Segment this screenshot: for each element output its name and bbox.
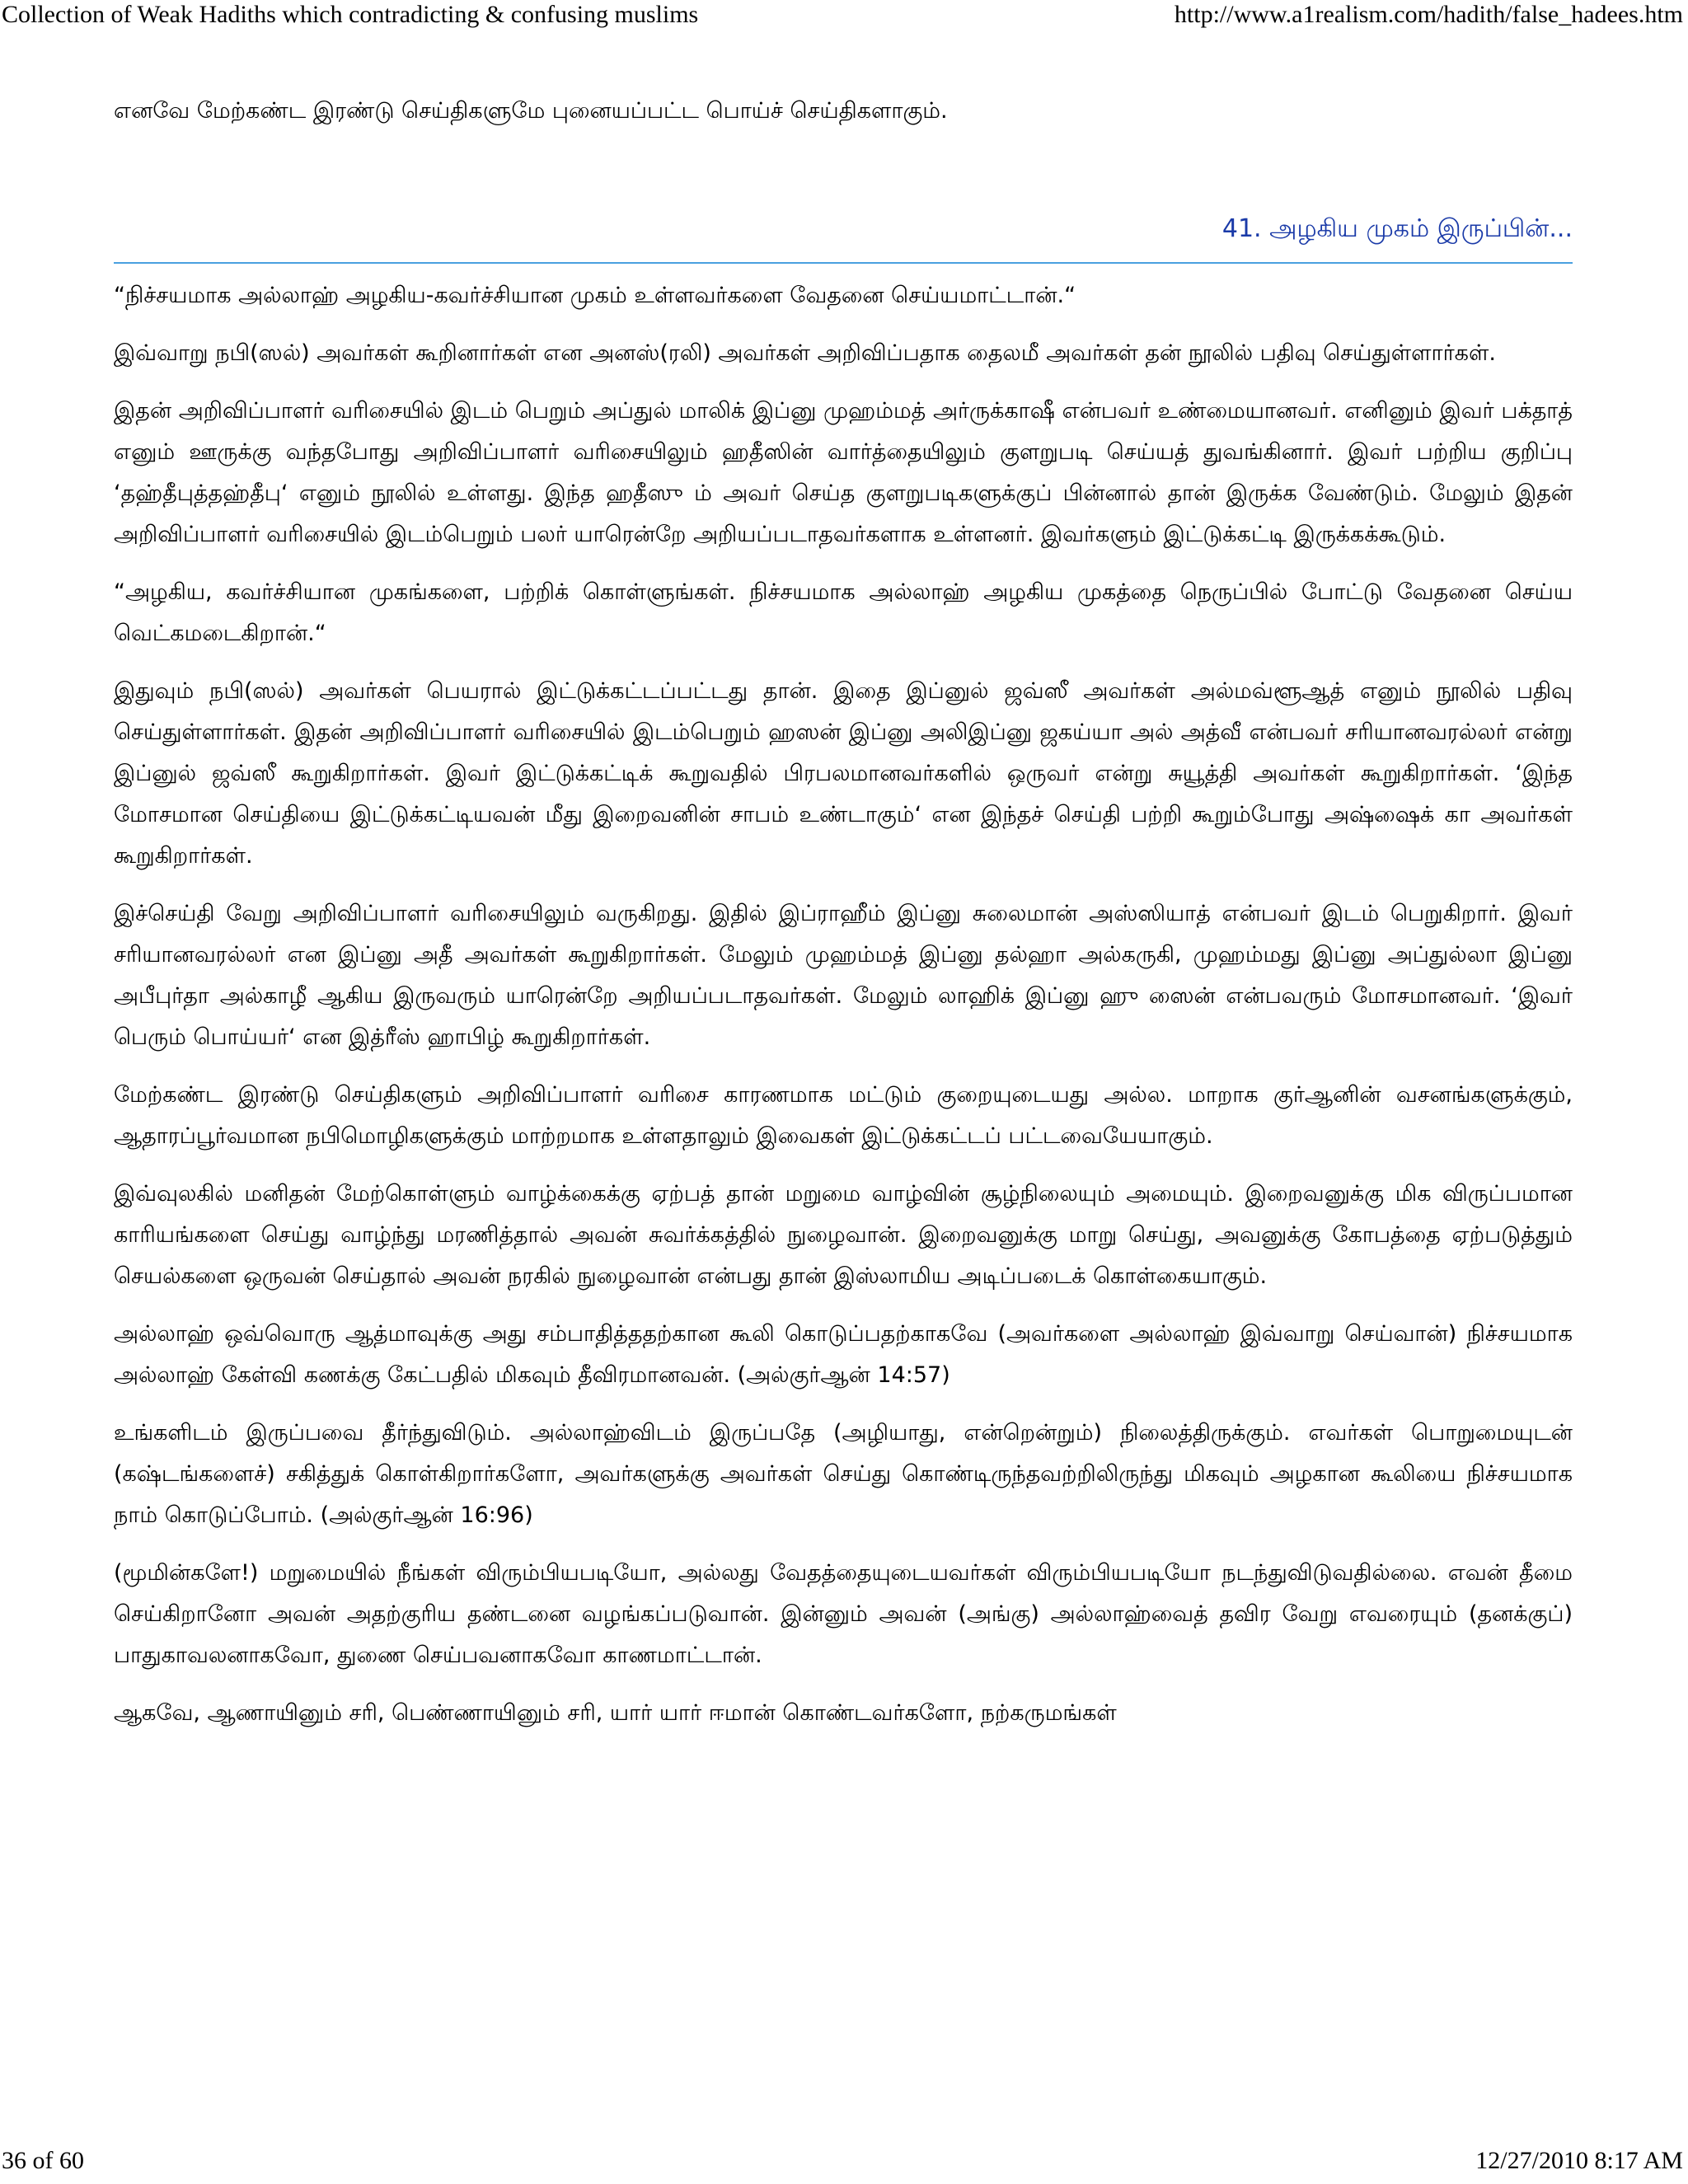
page-title: Collection of Weak Hadiths which contradicting & confusing muslims [2, 1, 699, 28]
intro-paragraph: எனவே மேற்கண்ட இரண்டு செய்திகளுமே புனையப்பட்ட பொய்ச் செய்திகளாகும். [114, 98, 948, 124]
paragraph: இவ்வாறு நபி(ஸல்) அவர்கள் கூறினார்கள் என அனஸ்(ரலி) அவர்கள் அறிவிப்பதாக தைலமீ அவர்கள் தன் நூலில் பதிவு செய்துள்ளார்கள். [114, 340, 1496, 366]
page-number: 36 of 60 [2, 2147, 84, 2174]
paragraph: இச்செய்தி வேறு அறிவிப்பாளர் வரிசையிலும் வருகிறது. இதில் இப்ராஹீம் இப்னு சுலைமான் அஸ்ஸியாத் என்பவர் இடம் பெறுகிறார். இவர் சரியானவரல்லர் என இப்னு அதீ அவர்கள் கூறுகிறார்கள். மேலும் முஹம்மத் இப்னு தல்ஹா அல்கருகி, முஹம்மது இப்னு அப்துல்லா இப்னு அபீபுர்தா அல்காழீ ஆகிய இருவரும் யாரென்றே அறியப்படாதவர்கள். மேலும் லாஹிக் இப்னு ஹு ஸைன் என்பவரும் மோசமானவர். ‘இவர் பெரும் பொய்யர்‘ என இத்ரீஸ் ஹாபிழ் கூறுகிறார்கள். [114, 901, 1573, 1050]
hadith-quote: “நிச்சயமாக அல்லாஹ் அழகிய-கவர்ச்சியான முகம் உள்ளவர்களை வேதனை செய்யமாட்டான்.“ [114, 283, 1076, 308]
print-header [0, 0, 1688, 33]
hadith-quote: “அழகிய, கவர்ச்சியான முகங்களை, பற்றிக் கொள்ளுங்கள். நிச்சயமாக அல்லாஹ் அழகிய முகத்தை நெருப்பில் போட்டு வேதனை செய்ய வெட்கமடைகிறான்.“ [114, 579, 1573, 646]
paragraph: மேற்கண்ட இரண்டு செய்திகளும் அறிவிப்பாளர் வரிசை காரணமாக மட்டும் குறையுடையது அல்ல. மாறாக குர்ஆனின் வசனங்களுக்கும், ஆதாரப்பூர்வமான நபிமொழிகளுக்கும் மாற்றமாக உள்ளதாலும் இவைகள் இட்டுக்கட்டப் பட்டவையேயாகும். [114, 1082, 1573, 1149]
quran-quote: அல்லாஹ் ஒவ்வொரு ஆத்மாவுக்கு அது சம்பாதித்ததற்கான கூலி கொடுப்பதற்காகவே (அவர்களை அல்லாஹ் இவ்வாறு செய்வான்) நிச்சயமாக அல்லாஹ் கேள்வி கணக்கு கேட்பதில் மிகவும் தீவிரமானவன். (அல்குர்ஆன் 14:57) [114, 1321, 1573, 1388]
section-divider [114, 262, 1573, 264]
page-url[interactable]: http://www.a1realism.com/hadith/false_hadees.htm [1174, 1, 1683, 28]
paragraph: இதன் அறிவிப்பாளர் வரிசையில் இடம் பெறும் அப்துல் மாலிக் இப்னு முஹம்மத் அர்ருக்காஷீ என்பவர் உண்மையானவர். எனினும் இவர் பக்தாத் எனும் ஊருக்கு வந்தபோது அறிவிப்பாளர் வரிசையிலும் ஹதீஸின் வார்த்தையிலும் குளறுபடி செய்யத் துவங்கினார். இவர் பற்றிய குறிப்பு ‘தஹ்தீபுத்தஹ்தீபு‘ எனும் நூலில் உள்ளது. இந்த ஹதீஸு ம் அவர் செய்த குளறுபடிகளுக்குப் பின்னால் தான் இருக்க வேண்டும். மேலும் இதன் அறிவிப்பாளர் வரிசையில் இடம்பெறும் பலர் யாரென்றே அறியப்படாதவர்களாக உள்ளனர். இவர்களும் இட்டுக்கட்டி இருக்கக்கூடும். [114, 398, 1573, 547]
paragraph: இவ்வுலகில் மனிதன் மேற்கொள்ளும் வாழ்க்கைக்கு ஏற்பத் தான் மறுமை வாழ்வின் சூழ்நிலையும் அமையும். இறைவனுக்கு மிக விருப்பமான காரியங்களை செய்து வாழ்ந்து மரணித்தால் அவன் சுவர்க்கத்தில் நுழைவான். இறைவனுக்கு மாறு செய்து, அவனுக்கு கோபத்தை ஏற்படுத்தும் செயல்களை ஒருவன் செய்தால் அவன் நரகில் நுழைவான் என்பது தான் இஸ்லாமிய அடிப்படைக் கொள்கையாகும். [114, 1181, 1573, 1289]
section-heading: 41. அழகிய முகம் இருப்பின்... [1221, 214, 1573, 243]
quran-quote: (மூமின்களே!) மறுமையில் நீங்கள் விரும்பியபடியோ, அல்லது வேதத்தையுடையவர்கள் விரும்பியபடியோ நடந்துவிடுவதில்லை. எவன் தீமை செய்கிறானோ அவன் அதற்குரிய தண்டனை வழங்கப்படுவான். இன்னும் அவன் (அங்கு) அல்லாஹ்வைத் தவிர வேறு எவரையும் (தனக்குப்) பாதுகாவலனாகவோ, துணை செய்பவனாகவோ காணமாட்டான். [114, 1560, 1573, 1668]
quran-quote: உங்களிடம் இருப்பவை தீர்ந்துவிடும். அல்லாஹ்விடம் இருப்பதே (அழியாது, என்றென்றும்) நிலைத்திருக்கும். எவர்கள் பொறுமையுடன் (கஷ்டங்களைச்) சகித்துக் கொள்கிறார்களோ, அவர்களுக்கு அவர்கள் செய்து கொண்டிருந்தவற்றிலிருந்து மிகவும் அழகான கூலியை நிச்சயமாக நாம் கொடுப்போம். (அல்குர்ஆன் 16:96) [114, 1420, 1573, 1528]
document-body [114, 91, 1573, 1750]
paragraph: ஆகவே, ஆணாயினும் சரி, பெண்ணாயினும் சரி, யார் யார் ஈமான் கொண்டவர்களோ, நற்கருமங்கள் [114, 1700, 1117, 1726]
print-datetime: 12/27/2010 8:17 AM [1475, 2147, 1683, 2174]
paragraph: இதுவும் நபி(ஸல்) அவர்கள் பெயரால் இட்டுக்கட்டப்பட்டது தான். இதை இப்னுல் ஜவ்ஸீ அவர்கள் அல்மவ்ளூஆத் எனும் நூலில் பதிவு செய்துள்ளார்கள். இதன் அறிவிப்பாளர் வரிசையில் இடம்பெறும் ஹஸன் இப்னு அலிஇப்னு ஜகய்யா அல் அத்வீ என்பவர் சரியானவரல்லர் என்று இப்னுல் ஜவ்ஸீ கூறுகிறார்கள். இவர் இட்டுக்கட்டிக் கூறுவதில் பிரபலமானவர்களில் ஒருவர் என்று சுயூத்தி அவர்கள் கூறுகிறார்கள். ‘இந்த மோசமான செய்தியை இட்டுக்கட்டியவன் மீது இறைவனின் சாபம் உண்டாகும்‘ என இந்தச் செய்தி பற்றி கூறும்போது அஷ்ஷைக் கா அவர்கள் கூறுகிறார்கள். [114, 678, 1573, 869]
print-footer [0, 2146, 1688, 2179]
